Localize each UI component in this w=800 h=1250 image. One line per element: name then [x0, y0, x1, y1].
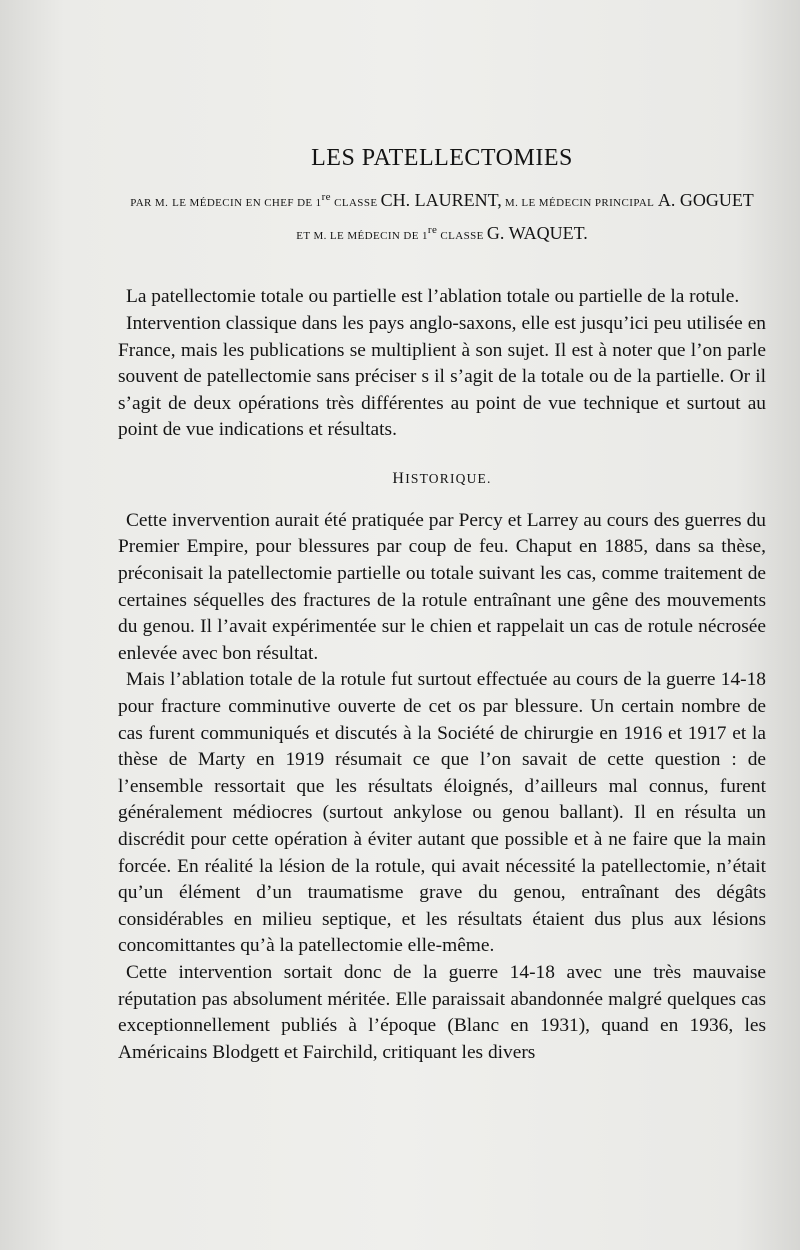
byline-et: ET M. — [296, 230, 327, 243]
author-goguet: A. GOGUET — [654, 190, 754, 211]
byline-line-2 — [118, 217, 766, 250]
author-laurent: CH. LAURENT, — [380, 190, 502, 211]
byline-par: PAR M. — [130, 197, 169, 210]
article-body — [118, 145, 766, 1066]
byline-sup-3: re — [427, 224, 438, 237]
heading-rest: ISTORIQUE. — [405, 470, 492, 486]
section-heading-historique — [118, 470, 766, 488]
heading-first-letter: H — [392, 469, 406, 487]
byline-class-3: CLASSE — [437, 230, 487, 243]
byline-sup-1: re — [321, 191, 331, 203]
byline-role-3: LE MÉDECIN DE 1 — [326, 230, 428, 243]
byline-role-1: LE MÉDECIN EN CHEF DE 1 — [172, 197, 322, 210]
history-paragraph-3: Cette intervention sortait donc de la guerre 14-18 avec une très mauvaise réputation pas absolument méritée. Elle paraissait abandonnée malgré quelques cas exceptionnellement publiés à l’époque (Blanc en 1931), quand en 1936, les Américains Blodgett et Fairchild, critiquant les divers — [118, 961, 766, 1063]
byline-m-2: M. — [501, 197, 522, 210]
intro-paragraph-1: La patellectomie totale ou partielle est l’ablation totale ou partielle de la rotule. — [126, 286, 740, 308]
intro-paragraph-2: Intervention classique dans les pays anglo-saxons, elle est jusqu’ici peu utilisée en France, mais les publications se multiplient à son sujet. Il est à noter que l’on parle souvent de patellectomie sans préciser s il s’agit de la totale ou de la partielle. Or il s’agit de deux opérations très différentes au point de vue technique et surtout au point de vue indications et résultats. — [118, 312, 766, 441]
history-paragraph-1: Cette invervention aurait été pratiquée par Percy et Larrey au cours des guerres du Premier Empire, pour blessures par coup de feu. Chaput en 1885, dans sa thèse, préconisait la patellectomie partielle ou totale suivant les cas, comme traitement de certaines séquelles des fractures de la rotule entraînant une gêne des mouvements du genou. Il l’avait expérimentée sur le chien et rappelait un cas de rotule nécrosée enlevée avec bon résultat. — [118, 509, 766, 664]
byline-line-1 — [118, 184, 766, 217]
author-waquet: G. WAQUET. — [486, 223, 588, 244]
article-title: LES PATELLECTOMIES — [311, 145, 573, 171]
byline-role-2: LE MÉDECIN PRINCIPAL — [521, 197, 655, 210]
byline-class-1: CLASSE — [330, 197, 381, 210]
history-paragraph-2: Mais l’ablation totale de la rotule fut surtout effectuée au cours de la guerre 14-18 pour fracture comminutive ouverte de cet os par blessure. Un certain nombre de cas furent communiqués et discutés à la Société de chirurgie en 1916 et 1917 et la thèse de Marty en 1919 résumait ce que l’on savait de cette question : de l’ensemble ressortait que les résultats éloignés, d’ailleurs mal connus, furent généralement médiocres (surtout ankylose ou genou ballant). Il en résulta un discrédit pour cette opération à éviter autant que possible et à ne faire que la main forcée. En réalité la lésion de la rotule, qui avait nécessité la patellectomie, n’était qu’un élément d’un traumatisme grave du genou, entraînant des dégâts considérables en milieu septique, et les résultats étaient dus plus aux lésions concomittantes qu’à la patellectomie elle-même. — [118, 669, 766, 957]
